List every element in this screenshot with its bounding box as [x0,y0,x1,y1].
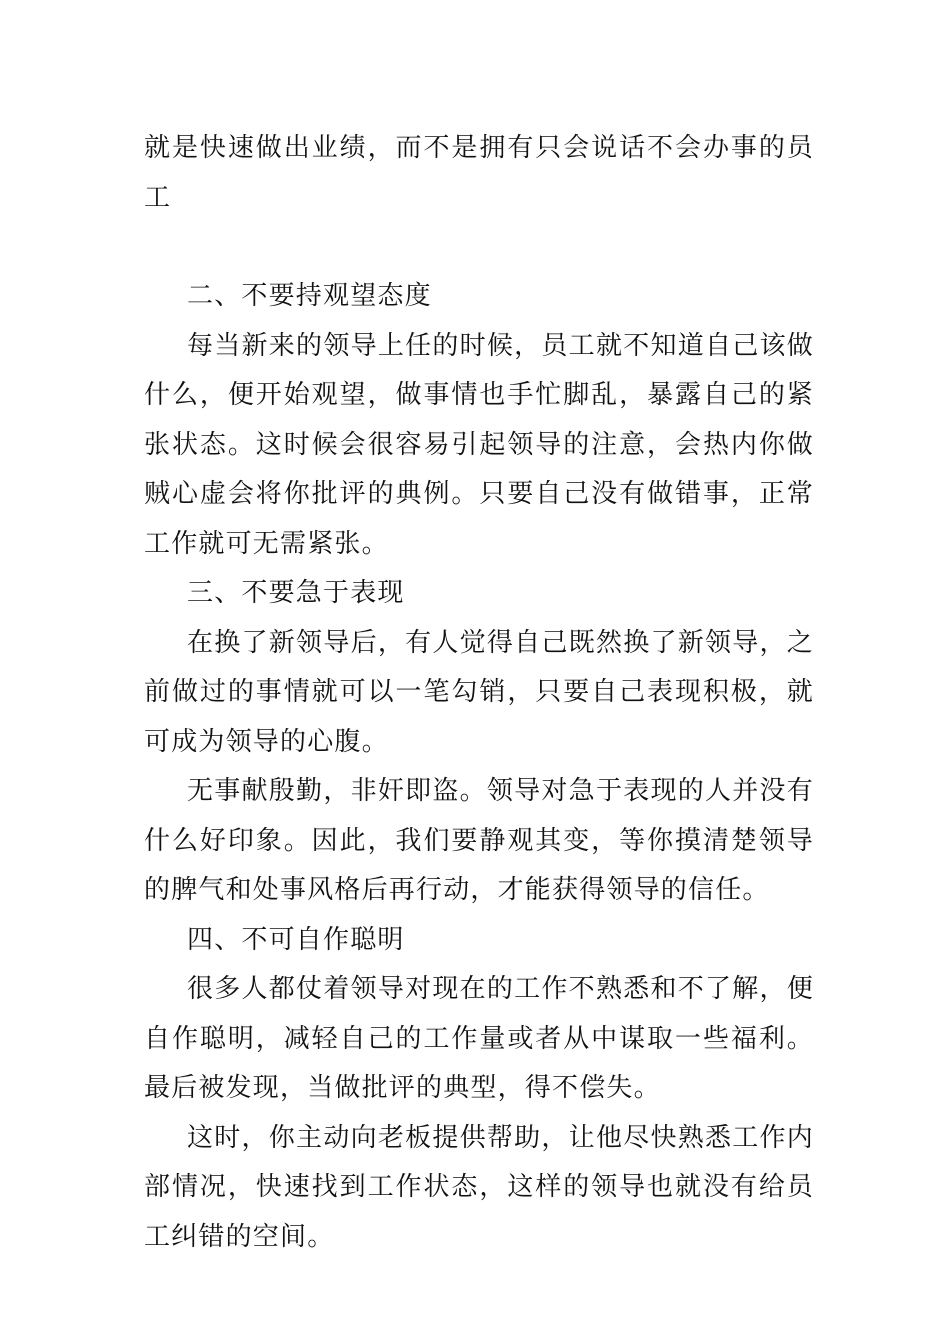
paragraph: 每当新来的领导上任的时候，员工就不知道自己该做什么，便开始观望，做事情也手忙脚乱，暴露自己的紧张状态。这时候会很容易引起领导的注意，会热内你做贼心虚会将你批评的典例。只要自己没有做错事，正常工作就可无需紧张。 [144,330,814,559]
paragraph: 无事献殷勤，非奸即盗。领导对急于表现的人并没有什么好印象。因此，我们要静观其变，等你摸清楚领导的脾气和处事风格后再行动，才能获得领导的信任。 [144,776,814,905]
section-heading-3: 三、不要急于表现 [187,578,405,608]
paragraph-gap [144,223,814,272]
paragraph: 这时，你主动向老板提供帮助，让他尽快熟悉工作内部情况，快速找到工作状态，这样的领导也就没有给员工纠错的空间。 [144,1122,814,1252]
section-heading-2: 二、不要持观望态度 [187,281,432,311]
paragraph: 很多人都仗着领导对现在的工作不熟悉和不了解，便自作聪明，减轻自己的工作量或者从中谋取一些福利。最后被发现，当做批评的典型，得不偿失。 [144,974,814,1103]
body-text [144,124,814,1262]
section-heading-4: 四、不可自作聪明 [187,924,405,955]
paragraph-continuation: 就是快速做出业绩，而不是拥有只会说话不会办事的员工 [144,133,814,213]
paragraph: 在换了新领导后，有人觉得自己既然换了新领导，之前做过的事情就可以一笔勾销，只要自己表现积极，就可成为领导的心腹。 [144,627,814,757]
